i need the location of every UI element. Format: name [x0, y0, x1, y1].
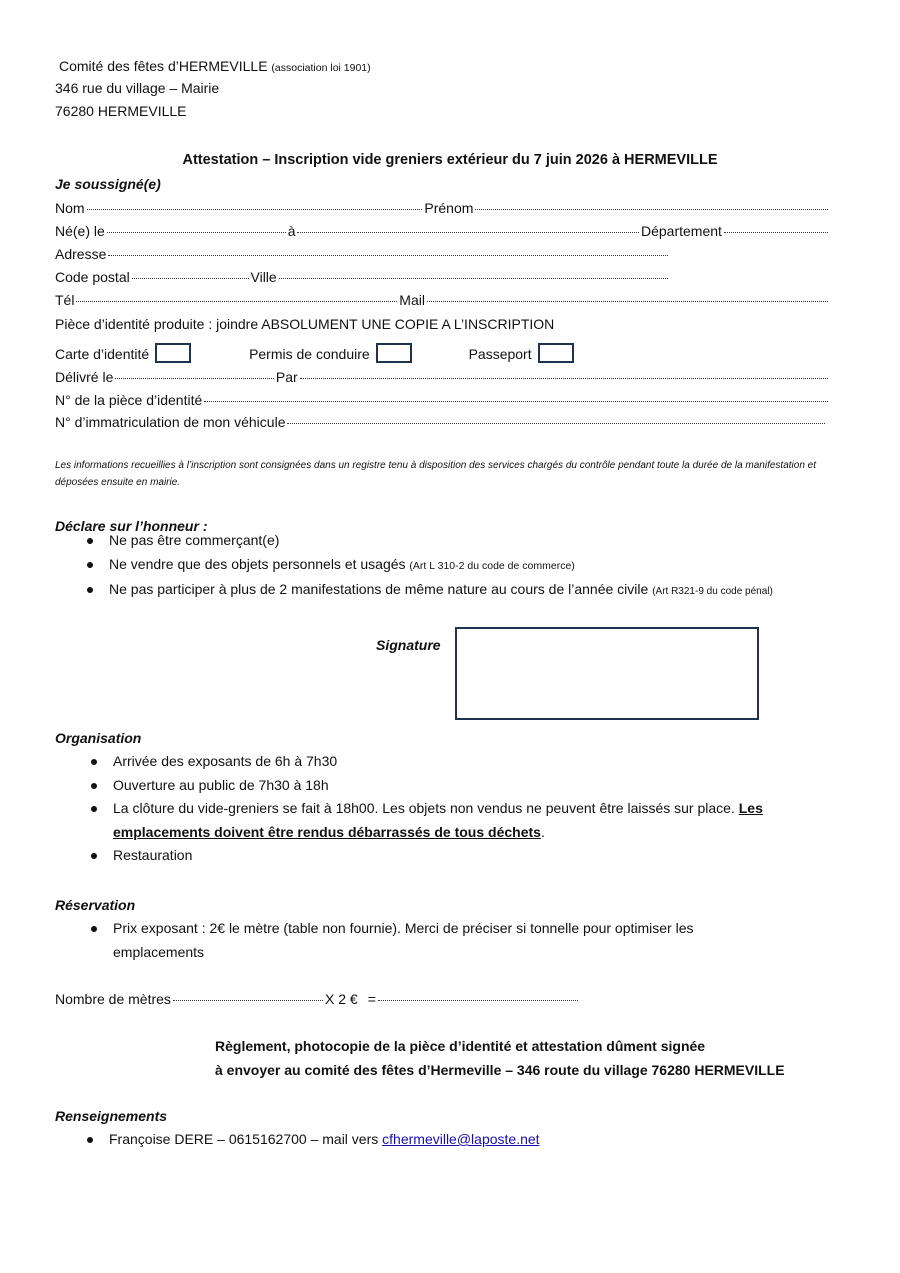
organisation-item-text: Arrivée des exposants de 6h à 7h30	[113, 753, 338, 769]
reglement-line2: à envoyer au comité des fêtes d’Hermeville – 346 route du village 76280 HERMEVILLE	[215, 1062, 785, 1078]
org-city: 76280 HERMEVILLE	[55, 103, 187, 119]
organisation-item	[113, 774, 813, 798]
field-ville[interactable]	[279, 278, 668, 279]
label-permis: Permis de conduire	[249, 346, 370, 362]
label-code-postal: Code postal	[55, 269, 130, 285]
calc-equals: =	[367, 991, 376, 1007]
declare-item-text: Ne pas participer à plus de 2 manifestations de même nature au cours de l’année civile	[109, 581, 649, 597]
org-status: (association loi 1901)	[271, 62, 371, 74]
field-metres[interactable]	[173, 1000, 323, 1001]
field-adresse[interactable]	[108, 255, 668, 256]
declare-heading: Déclare sur l’honneur :	[55, 518, 208, 534]
field-row-adresse	[55, 245, 670, 263]
field-row-naissance	[55, 222, 830, 240]
organisation-item	[113, 750, 813, 774]
label-a: à	[287, 223, 296, 239]
field-ne-le[interactable]	[107, 232, 286, 233]
fine-print: Les informations recueillies à l’inscription sont consignées dans un registre tenu à disposition des services chargés du contrôle pendant toute la durée de la manifestation et déposées ensuite en mairie.	[55, 460, 817, 488]
label-tel: Tél	[55, 292, 75, 308]
field-row-immat	[55, 413, 827, 431]
label-numero-piece: N° de la pièce d’identité	[55, 392, 203, 408]
reservation-item-text: Prix exposant : 2€ le mètre (table non fournie). Merci de préciser si tonnelle pour optimiser les emplacements	[113, 920, 694, 960]
calc-times: X 2 €	[325, 991, 358, 1007]
field-row-nom	[55, 199, 830, 217]
contact-item	[109, 1128, 540, 1152]
renseignements-heading: Renseignements	[55, 1108, 168, 1124]
renseignements-list	[109, 1128, 540, 1152]
field-delivre[interactable]	[115, 378, 274, 379]
declare-item-text: Ne pas être commerçant(e)	[109, 532, 280, 548]
field-row-numero	[55, 391, 830, 409]
field-numero-piece[interactable]	[204, 401, 828, 402]
field-total[interactable]	[378, 1000, 578, 1001]
contact-text: Françoise DERE – 0615162700 – mail vers	[109, 1131, 379, 1147]
field-tel[interactable]	[76, 301, 397, 302]
declare-list	[109, 529, 773, 604]
label-ville: Ville	[250, 269, 277, 285]
organisation-item-text: La clôture du vide-greniers se fait à 18h00. Les objets non vendus ne peuvent être laissés sur place.	[113, 800, 735, 816]
checkbox-permis[interactable]	[376, 343, 412, 363]
label-passeport: Passeport	[468, 346, 532, 362]
label-departement: Département	[640, 223, 722, 239]
checkbox-passeport[interactable]	[538, 343, 574, 363]
declare-item	[109, 578, 773, 604]
reservation-item	[113, 917, 773, 964]
org-name-text: Comité des fêtes d’HERMEVILLE	[59, 58, 268, 74]
field-prenom[interactable]	[475, 209, 828, 210]
declare-item-text: Ne vendre que des objets personnels et usagés	[109, 555, 406, 572]
label-nom: Nom	[55, 200, 85, 216]
organisation-item	[113, 844, 813, 868]
label-carte: Carte d’identité	[55, 346, 150, 362]
org-address: 346 rue du village – Mairie	[55, 80, 220, 96]
field-departement[interactable]	[724, 232, 828, 233]
field-nom[interactable]	[87, 209, 423, 210]
org-name	[59, 57, 371, 77]
organisation-list	[113, 750, 813, 868]
id-type-row	[55, 343, 574, 363]
label-par: Par	[275, 369, 298, 385]
reservation-list	[113, 917, 773, 964]
email-link[interactable]: cfhermeville@laposte.net	[382, 1131, 540, 1147]
checkbox-carte[interactable]	[155, 343, 191, 363]
calc-row	[55, 990, 580, 1008]
organisation-item-text: Restauration	[113, 847, 193, 863]
label-delivre: Délivré le	[55, 369, 114, 385]
organisation-heading: Organisation	[55, 730, 142, 746]
soussigne-heading: Je soussigné(e)	[55, 176, 161, 192]
document-title: Attestation – Inscription vide greniers extérieur du 7 juin 2026 à HERMEVILLE	[182, 152, 718, 168]
field-par[interactable]	[300, 378, 828, 379]
signature-box[interactable]	[455, 627, 759, 720]
declare-item-ref: (Art L 310-2 du code de commerce)	[409, 559, 575, 572]
label-ne-le: Né(e) le	[55, 223, 105, 239]
label-adresse: Adresse	[55, 246, 107, 262]
field-row-delivre	[55, 368, 830, 386]
reglement-line1: Règlement, photocopie de la pièce d’identité et attestation dûment signée	[215, 1038, 706, 1054]
reservation-heading: Réservation	[55, 897, 136, 913]
field-mail[interactable]	[427, 301, 828, 302]
label-immat: N° d’immatriculation de mon véhicule	[55, 414, 286, 430]
piece-instruction: Pièce d’identité produite : joindre ABSOLUMENT UNE COPIE A L’INSCRIPTION	[55, 316, 555, 332]
emplacements-warning: Les emplacements doivent être rendus débarrassés de tous déchets	[113, 800, 763, 840]
organisation-item-text: Ouverture au public de 7h30 à 18h	[113, 776, 329, 793]
label-prenom: Prénom	[424, 200, 474, 216]
signature-label: Signature	[376, 637, 441, 653]
declare-item-ref: (Art R321-9 du code pénal)	[652, 586, 773, 597]
field-immat[interactable]	[287, 423, 825, 424]
organisation-item: La clôture du vide-greniers se fait à 18h00. Les objets non vendus ne peuvent être laissés sur place. Les emplacements doivent être rendus débarrassés de tous déchets.	[113, 797, 813, 844]
field-row-contact	[55, 291, 830, 309]
field-code-postal[interactable]	[132, 278, 249, 279]
calc-label: Nombre de mètres	[55, 991, 171, 1007]
declare-item	[109, 553, 773, 579]
declare-item	[109, 529, 773, 553]
label-mail: Mail	[399, 292, 425, 308]
field-lieu[interactable]	[297, 232, 639, 233]
field-row-ville	[55, 268, 670, 286]
